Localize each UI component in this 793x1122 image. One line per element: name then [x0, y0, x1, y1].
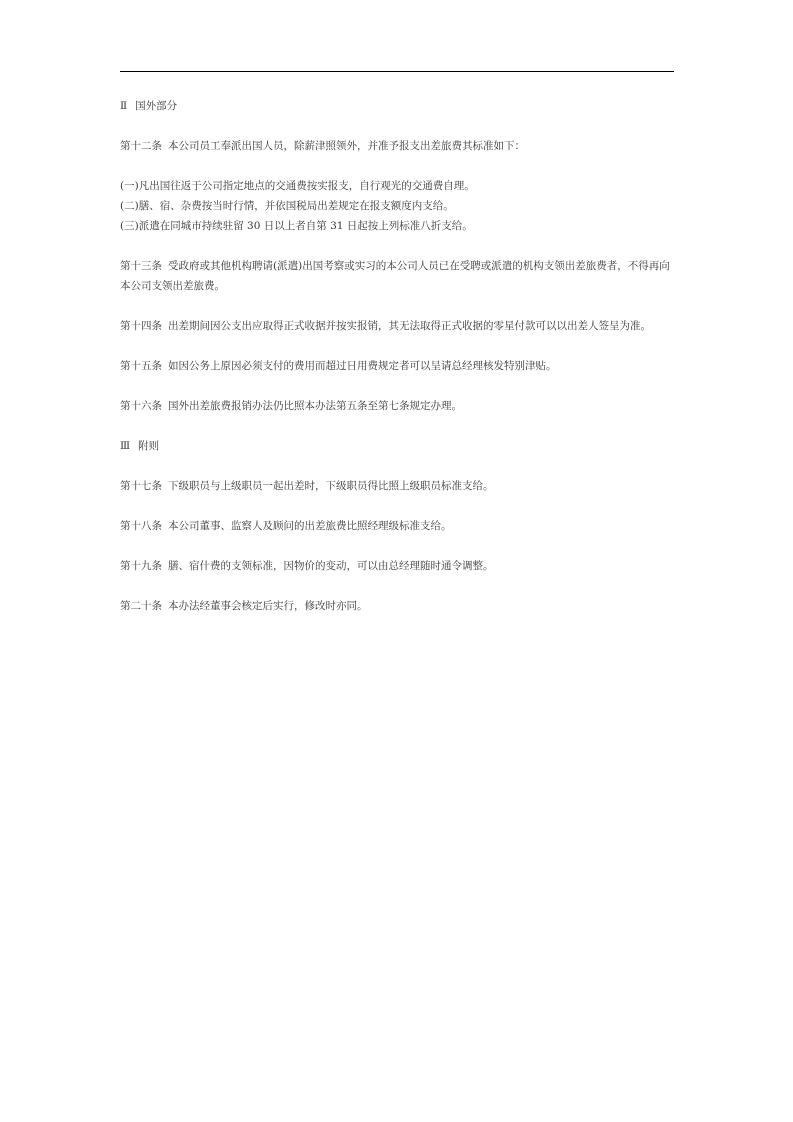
article-text: 本公司董事、监察人及顾问的出差旅费比照经理级标准支给。	[168, 520, 452, 532]
header-rule	[120, 71, 674, 72]
article-text: 国外出差旅费报销办法仍比照本办法第五条至第七条规定办理。	[168, 400, 462, 412]
article-text: 本公司员工奉派出国人员，除薪津照领外，并准予报支出差旅费其标准如下：	[168, 140, 525, 152]
section-heading-abroad	[120, 96, 676, 116]
article-title: 第十八条	[120, 520, 162, 532]
section-numeral: Ⅲ	[120, 440, 131, 452]
article-title: 第十二条	[120, 140, 162, 152]
article-title: 第十三条	[120, 260, 162, 272]
article-13	[120, 256, 676, 296]
article-15	[120, 356, 676, 376]
article-18	[120, 516, 676, 536]
article-title: 第十四条	[120, 320, 162, 332]
document-body	[120, 96, 676, 636]
article-20	[120, 596, 676, 616]
section-numeral: Ⅱ	[120, 100, 128, 112]
list-item: (三)派遣在同城市持续驻留 30 日以上者自第 31 日起按上列标准八折支给。	[120, 220, 473, 232]
list-item: (一)凡出国往返于公司指定地点的交通费按实报支，自行观光的交通费自理。	[120, 180, 475, 192]
article-text: 出差期间因公支出应取得正式收据并按实报销，其无法取得正式收据的零星付款可以以出差人签呈为准。	[168, 320, 651, 332]
article-text: 下级职员与上级职员一起出差时，下级职员得比照上级职员标准支给。	[168, 480, 494, 492]
article-title: 第十五条	[120, 360, 162, 372]
article-title: 第十九条	[120, 560, 162, 572]
section-title: 国外部分	[135, 100, 178, 112]
article-17	[120, 476, 676, 496]
article-14	[120, 316, 676, 336]
article-16	[120, 396, 676, 416]
list-item: (二)膳、宿、杂费按当时行情，并依国税局出差规定在报支额度内支给。	[120, 200, 454, 212]
article-title: 第十六条	[120, 400, 162, 412]
article-text: 膳、宿什费的支领标准，因物价的变动，可以由总经理随时通令调整。	[168, 560, 494, 572]
article-text: 受政府或其他机构聘请(派遣)出国考察或实习的本公司人员已在受聘或派遣的机构支领出差旅费者，不得再向本公司支领出差旅费。	[120, 260, 670, 292]
article-title: 第二十条	[120, 600, 162, 612]
article-12	[120, 136, 676, 156]
article-19	[120, 556, 676, 576]
section-heading-appendix	[120, 436, 676, 456]
article-text: 本办法经董事会核定后实行，修改时亦同。	[168, 600, 368, 612]
article-text: 如因公务上原因必须支付的费用而超过日用费规定者可以呈请总经理核发特别津贴。	[168, 360, 557, 372]
section-title: 附则	[138, 440, 160, 452]
article-title: 第十七条	[120, 480, 162, 492]
